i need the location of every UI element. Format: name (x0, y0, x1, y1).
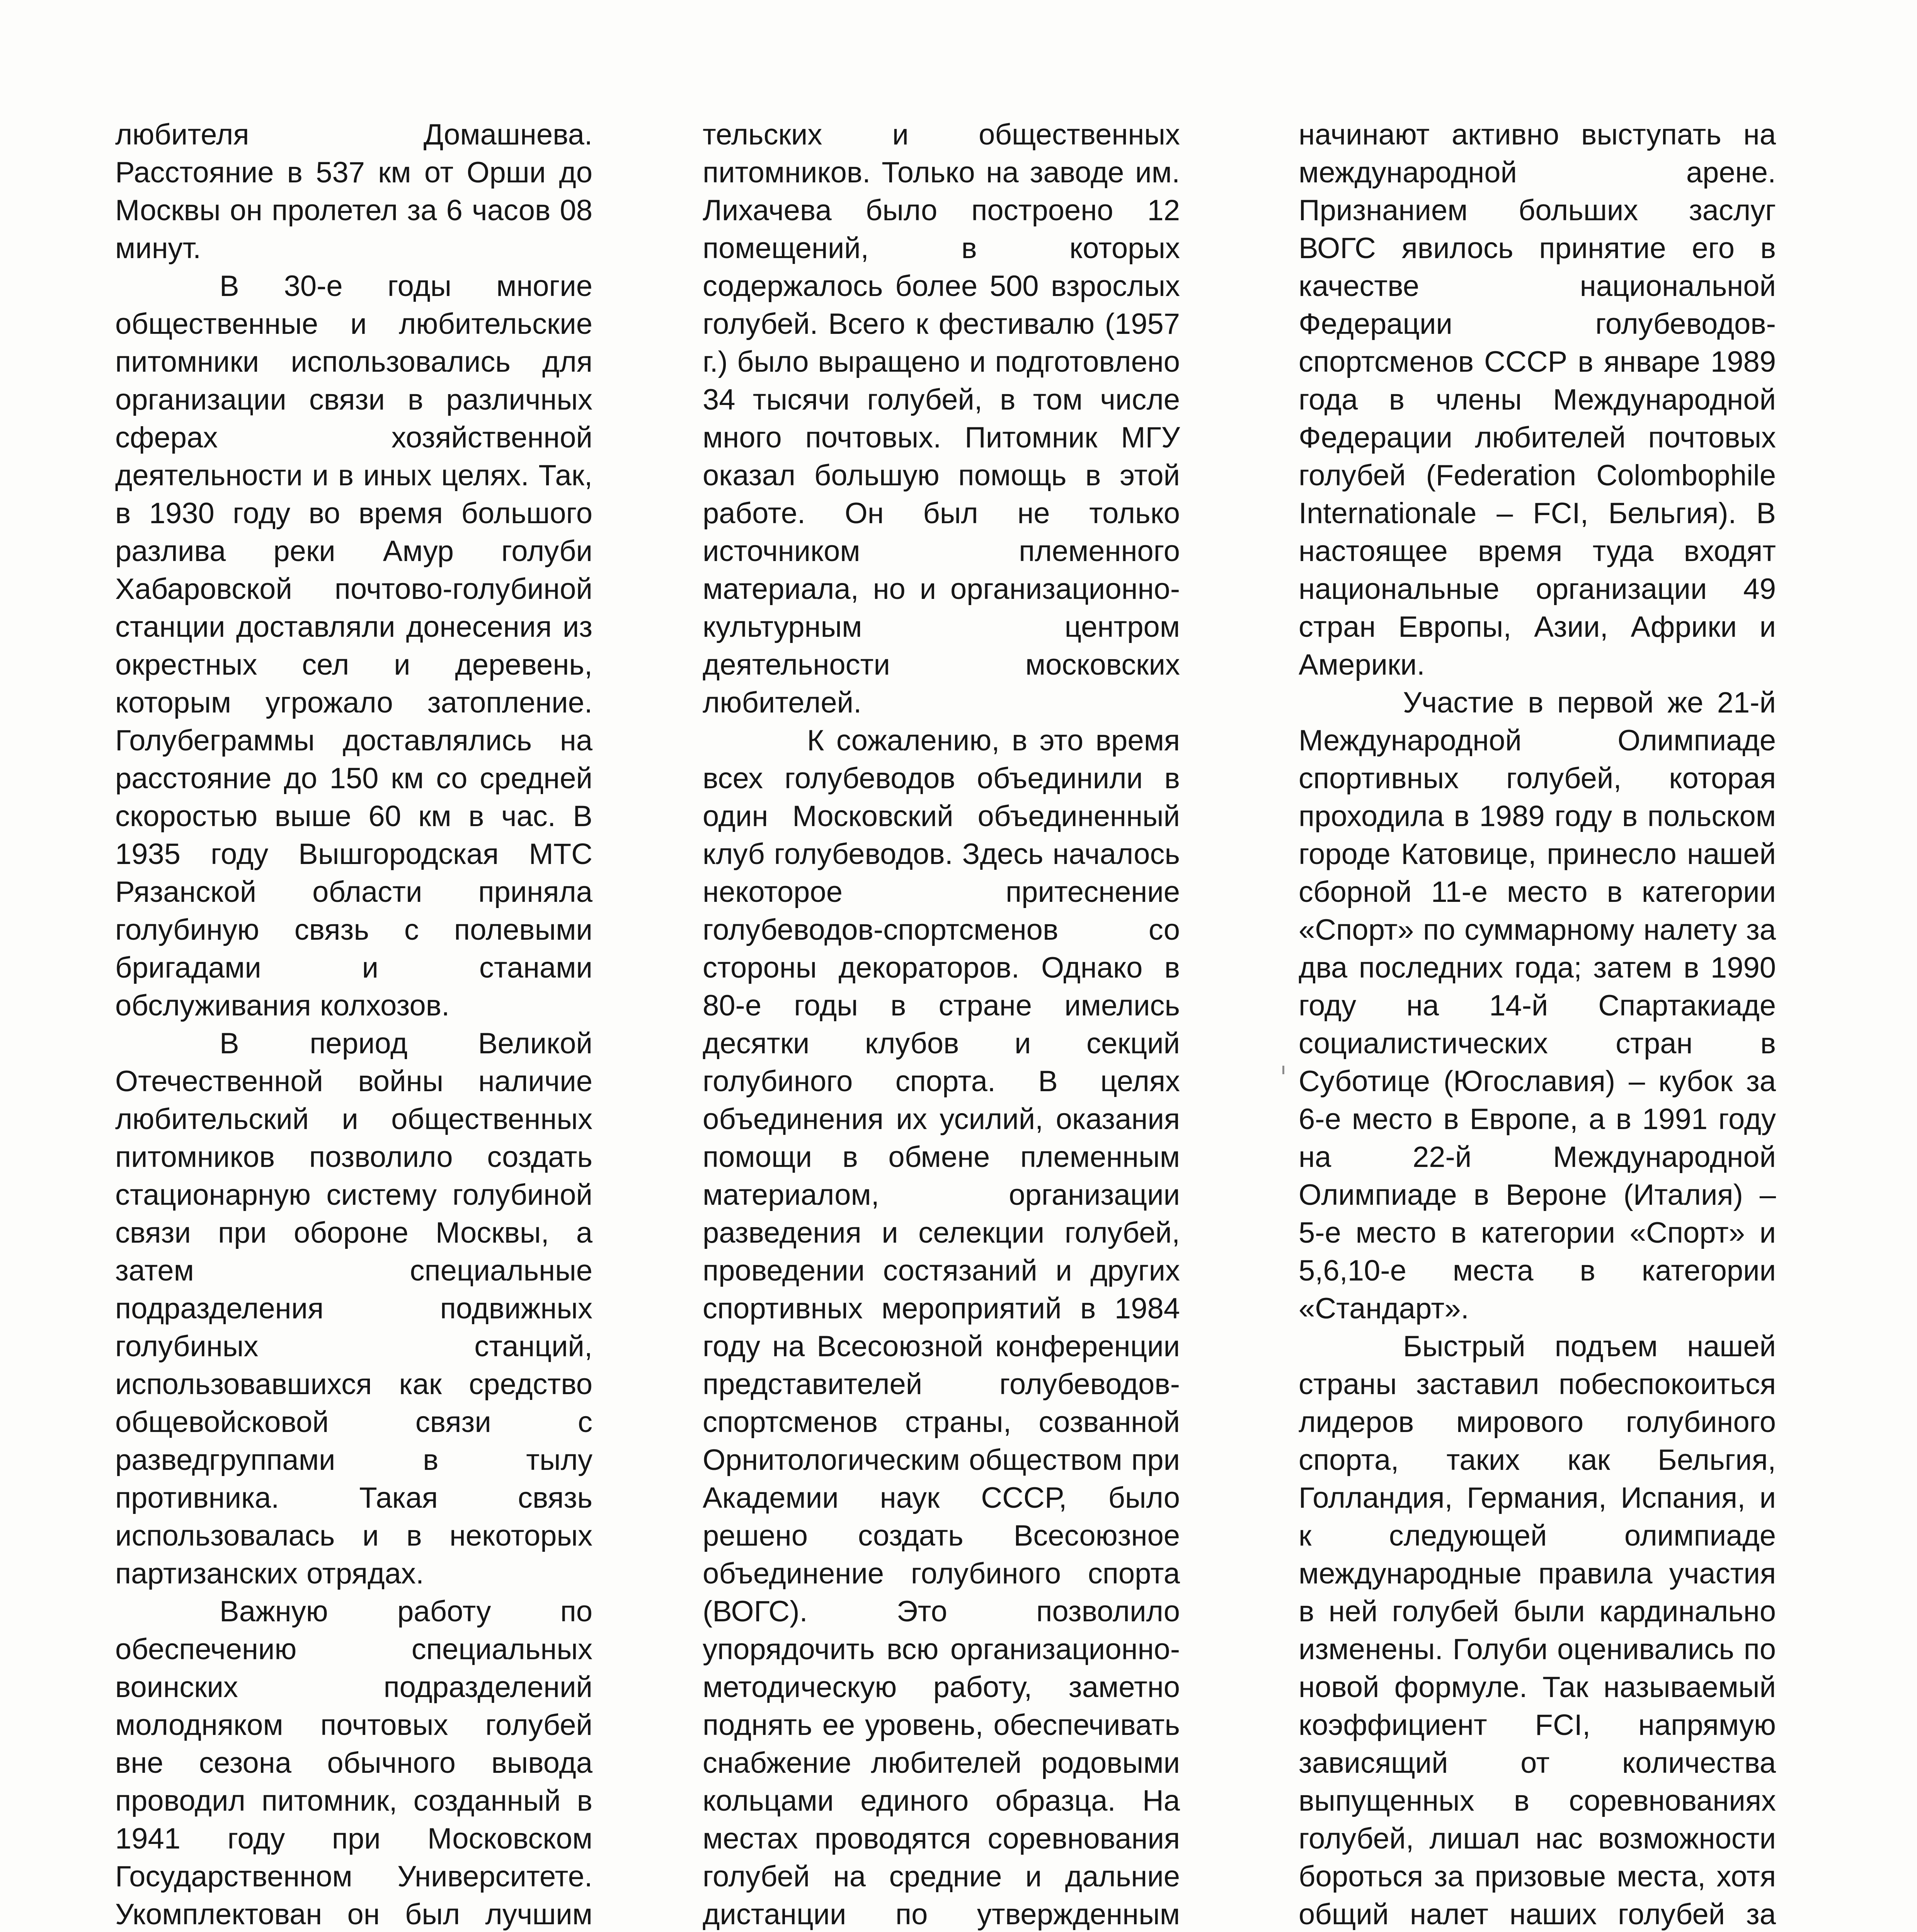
paragraph: начинают активно выступать на международной арене. Признанием больших заслуг ВОГС явилось принятие его в качестве национальной Федерации голубеводов-спортсменов СССР в январе 1989 года в члены Международной Федерации любителей почтовых голубей (Federation Colombophile Internationale – FCI, Бельгия). В настоящее время туда входят национальные организации 49 стран Европы, Азии, Африки и Америки. (1299, 118, 1776, 681)
paragraph: В 30-е годы многие общественные и любительские питомники использовались для организации связи в различных сферах хозяйственной деятельности и в иных целях. Так, в 1930 году во время большого разлива реки Амур голуби Хабаровской почтово-голубиной станции доставляли донесения из окрестных сел и деревень, которым угрожало затопление. Голубеграммы доставлялись на расстояние до 150 км со средней скоростью выше 60 км в час. В 1935 году Вышгородская МТС Рязанской области приняла голубиную связь с полевыми бригадами и станами обслуживания колхозов. (115, 270, 592, 1022)
paragraph: любителя Домашнева. Расстояние в 537 км от Орши до Москвы он пролетел за 6 часов 08 минут. (115, 118, 592, 265)
text-column-1 (115, 116, 592, 1932)
paragraph: К сожалению, в это время всех голубеводов объединили в один Московский объединенный клуб голубеводов. Здесь началось некоторое притеснение голубеводов-спортсменов со стороны декораторов. Однако в 80-е годы в стране имелись десятки клубов и секций голубиного спорта. В целях объединения их усилий, оказания помощи в обмене племенным материалом, организации разведения и селекции голубей, проведении состязаний и других спортивных мероприятий в 1984 году на Всесоюзной конференции представителей голубеводов-спортсменов страны, созванной Орнитологическим обществом при Академии наук СССР, было решено создать Всесоюзное объединение голубиного спорта (ВОГС). Это позволило упорядочить всю организационно-методическую работу, заметно поднять ее уровень, обеспечивать снабжение любителей родовыми кольцами единого образца. На местах проводятся соревнования голубей на средние и дальние дистанции по утвержденным (703, 724, 1180, 1931)
text-column-2 (703, 116, 1180, 1932)
paragraph: тельских и общественных питомников. Только на заводе им. Лихачева было построено 12 помещений, в которых содержалось более 500 взрослых голубей. Всего к фестивалю (1957 г.) было выращено и подготовлено 34 тысячи голубей, в том числе много почтовых. Питомник МГУ оказал большую помощь в этой работе. Он был не только источником племенного материала, но и организационно-культурным центром деятельности московских любителей. (703, 118, 1180, 719)
text-column-3 (1299, 116, 1776, 1932)
paragraph: В период Великой Отечественной войны наличие любительский и общественных питомников позволило создать стационарную систему голубиной связи при обороне Москвы, а затем специальные подразделения подвижных голубиных станций, использовавшихся как средство общевойсковой связи с разведгруппами в тылу противника. Такая связь использовалась и в некоторых партизанских отрядах. (115, 1027, 592, 1590)
paragraph: Важную работу по обеспечению специальных воинских подразделений молодняком почтовых голубей вне сезона обычного вывода проводил питомник, созданный в 1941 году при Московском Государственном Университете. Укомплектован он был лучшим (115, 1595, 592, 1931)
paragraph: Участие в первой же 21-й Международной Олимпиаде спортивных голубей, которая проходила в 1989 году в польском городе Катовице, принесло нашей сборной 11-е место в категории «Спорт» по суммарному налету за два последних года; затем в 1990 году на 14-й Спартакиаде социалистических стран в Суботице (Югославия) – кубок за 6-е место в Европе, а в 1991 году на 22-й Международной Олимпиаде в Вероне (Италия) – 5-е место в категории «Спорт» и 5,6,10-е места в категории «Стандарт». (1299, 686, 1776, 1325)
paragraph: Быстрый подъем нашей страны заставил побеспокоиться лидеров мирового голубиного спорта, таких как Бельгия, Голландия, Германия, Испания, и к следующей олимпиаде международные правила участия в ней голубей были кардинально изменены. Голуби оценивались по новой формуле. Так называемый коэффициент FCI, напрямую зависящий от количества выпущенных в соревнованиях голубей, лишал нас возможности бороться за призовые места, хотя общий налет наших голубей за (1299, 1330, 1776, 1931)
scan-mark (1282, 1066, 1284, 1074)
